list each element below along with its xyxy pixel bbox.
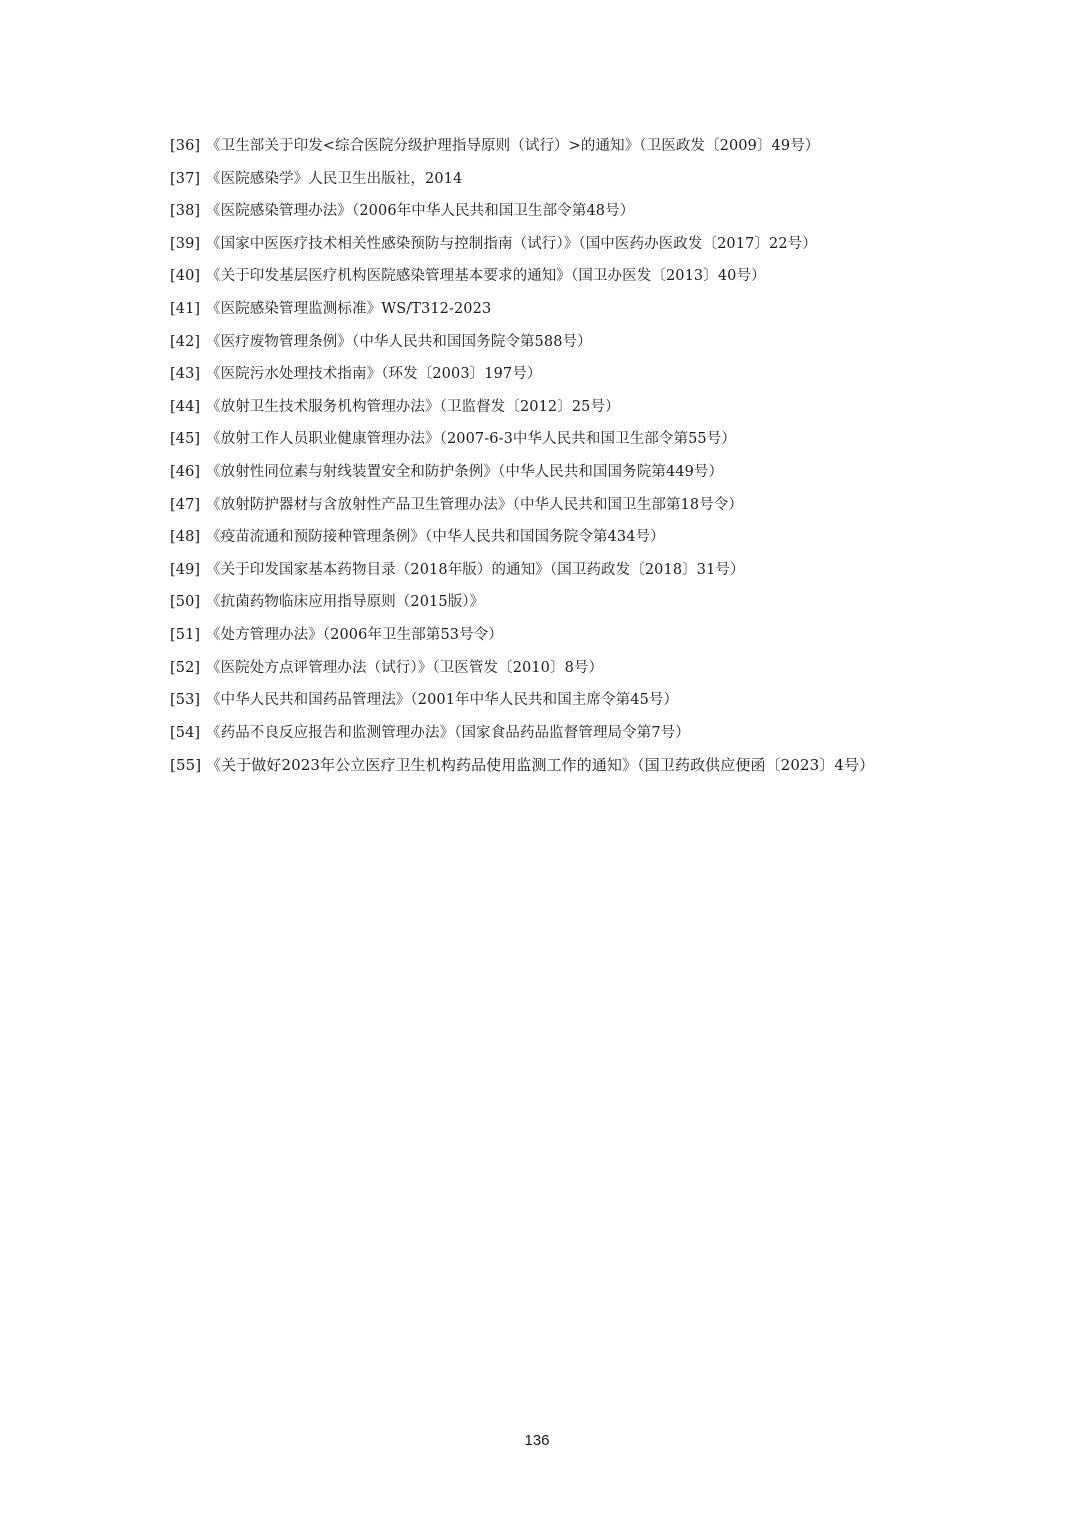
reference-number: [53]	[170, 692, 201, 709]
reference-item	[170, 132, 970, 165]
reference-item	[170, 360, 970, 393]
reference-number: [38]	[170, 203, 201, 220]
reference-number: [50]	[170, 594, 201, 611]
reference-item	[170, 425, 970, 458]
reference-number: [40]	[170, 268, 201, 285]
reference-number: [43]	[170, 366, 201, 383]
reference-number: [51]	[170, 626, 201, 643]
reference-text: 《医院感染管理办法》（2006年中华人民共和国卫生部令第48号）	[206, 203, 635, 220]
reference-text: 《关于做好2023年公立医疗卫生机构药品使用监测工作的通知》（国卫药政供应便函〔2023〕4号）	[206, 756, 875, 775]
reference-text: 《药品不良反应报告和监测管理办法》（国家食品药品监督管理局令第7号）	[206, 724, 690, 741]
reference-text: 《医院处方点评管理办法（试行）》（卫医管发〔2010〕8号）	[206, 659, 604, 676]
reference-text: 《抗菌药物临床应用指导原则（2015版）》	[206, 594, 485, 611]
reference-text: 《疫苗流通和预防接种管理条例》（中华人民共和国国务院令第434号）	[206, 529, 665, 546]
reference-text: 《医院感染学》人民卫生出版社，2014	[206, 170, 463, 187]
reference-item	[170, 230, 970, 263]
reference-item	[170, 686, 970, 719]
reference-number: [42]	[170, 333, 201, 350]
reference-text: 《放射性同位素与射线装置安全和防护条例》（中华人民共和国国务院第449号）	[206, 463, 724, 480]
reference-text: 《关于印发基层医疗机构医院感染管理基本要求的通知》（国卫办医发〔2013〕40号）	[206, 268, 766, 285]
reference-text: 《医院感染管理监测标准》WS/T312-2023	[206, 300, 492, 317]
reference-item	[170, 328, 970, 361]
reference-number: [36]	[170, 138, 201, 154]
reference-number: [46]	[170, 463, 201, 480]
reference-text: 《中华人民共和国药品管理法》（2001年中华人民共和国主席令第45号）	[206, 692, 679, 709]
reference-number: [52]	[170, 659, 201, 676]
reference-item	[170, 556, 970, 589]
reference-number: [48]	[170, 529, 201, 546]
reference-text: 《医院污水处理技术指南》（环发〔2003〕197号）	[206, 366, 542, 383]
reference-text: 《关于印发国家基本药物目录（2018年版）的通知》（国卫药政发〔2018〕31号）	[206, 561, 745, 578]
reference-number: [41]	[170, 300, 201, 317]
reference-text: 《卫生部关于印发<综合医院分级护理指导原则（试行）>的通知》（卫医政发〔2009〕49号）	[206, 138, 820, 154]
reference-text: 《国家中医医疗技术相关性感染预防与控制指南（试行）》（国中医药办医政发〔2017〕22号）	[206, 235, 817, 252]
reference-number: [54]	[170, 724, 201, 741]
reference-item	[170, 458, 970, 491]
reference-text: 《放射防护器材与含放射性产品卫生管理办法》（中华人民共和国卫生部第18号令）	[206, 496, 743, 513]
reference-item	[170, 262, 970, 295]
reference-item	[170, 165, 970, 198]
reference-item	[170, 491, 970, 524]
reference-number: [55]	[170, 756, 202, 775]
reference-text: 《放射卫生技术服务机构管理办法》（卫监督发〔2012〕25号）	[206, 398, 620, 415]
reference-text: 《放射工作人员职业健康管理办法》（2007-6-3中华人民共和国卫生部令第55号）	[206, 431, 736, 448]
reference-item	[170, 295, 970, 328]
reference-number: [45]	[170, 431, 201, 448]
reference-text: 《医疗废物管理条例》（中华人民共和国国务院令第588号）	[206, 333, 592, 350]
reference-item	[170, 588, 970, 621]
reference-item	[170, 719, 970, 752]
reference-list	[170, 132, 970, 784]
reference-item	[170, 654, 970, 687]
reference-text: 《处方管理办法》（2006年卫生部第53号令）	[206, 626, 503, 643]
reference-number: [44]	[170, 398, 201, 415]
reference-number: [37]	[170, 170, 201, 187]
reference-item	[170, 621, 970, 654]
reference-number: [39]	[170, 235, 201, 252]
reference-item	[170, 751, 970, 784]
page-number: 136	[524, 1432, 550, 1449]
reference-item	[170, 523, 970, 556]
reference-item	[170, 197, 970, 230]
reference-item	[170, 393, 970, 426]
reference-number: [49]	[170, 561, 201, 578]
reference-number: [47]	[170, 496, 201, 513]
